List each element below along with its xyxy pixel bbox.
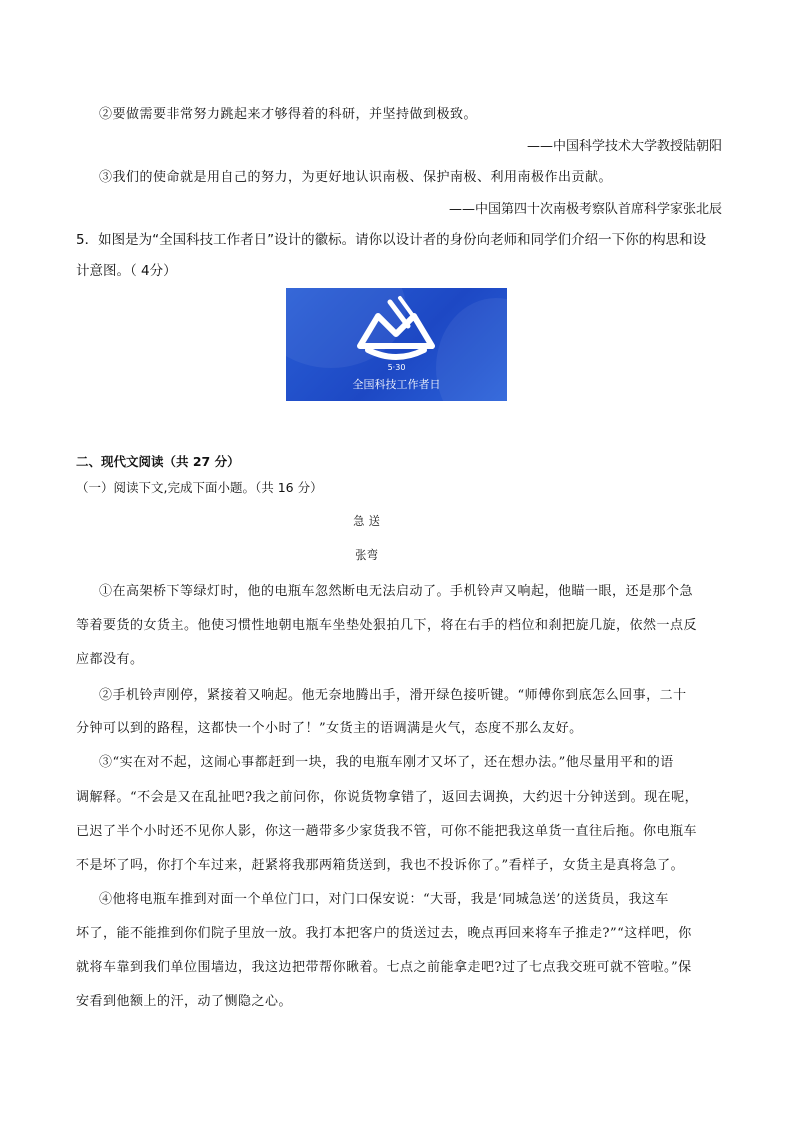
quote-2-author: ——中国科学技术大学教授陆朝阳: [526, 139, 722, 154]
quote-3-text: ③我们的使命就是用自己的努力，为更好地认识南极、保护南极、利用南极作出贡献。: [99, 170, 613, 185]
paragraph-1-line: ①在高架桥下等绿灯时，他的电瓶车忽然断电无法启动了。手机铃声又响起，他瞄一眼，还是那个急: [99, 584, 694, 599]
paragraph-4-line: 就将车靠到我们单位围墙边，我这边把带帮你瞅着。七点之前能拿走吧?过了七点我交班可就不管啦。”保: [76, 960, 692, 975]
logo-date: 5·30: [387, 363, 406, 372]
paragraph-4-line: 安看到他额上的汗，动了恻隐之心。: [76, 994, 293, 1009]
story-title: 急 送: [353, 514, 381, 528]
paragraph-3-line: 调解释。“不会是又在乱扯吧?我之前问你，你说货物拿错了，返回去调换，大约迟十分钟送到。现在呢，: [76, 790, 699, 805]
section-2-heading: 二、现代文阅读（共 27 分）: [76, 454, 240, 469]
paragraph-1-line: 等着要货的女货主。他使习惯性地朝电瓶车坐垫处狠拍几下，将在右手的档位和刹把旋几旋，依然一点反: [76, 618, 698, 633]
paragraph-1-line: 应都没有。: [76, 652, 144, 667]
paragraph-4-line: ④他将电瓶车推到对面一个单位门口，对门口保安说：“大哥，我是‘同城急送’的送货员，我这车: [99, 892, 669, 907]
science-worker-day-logo: [286, 288, 507, 401]
quote-3-author: ——中国第四十次南极考察队首席科学家张北辰: [448, 202, 722, 217]
paragraph-2-line: ②手机铃声刚停，紧接着又响起。他无奈地腾出手，滑开绿色接听键。“师傅你到底怎么回事，二十: [99, 688, 687, 703]
question-5-line-1: 5．如图是为“全国科技工作者日”设计的徽标。请你以设计者的身份向老师和同学们介绍一下你的构思和设: [76, 232, 707, 248]
logo-caption: 全国科技工作者日: [352, 378, 441, 391]
paragraph-3-line: ③“实在对不起，这闹心事都赶到一块，我的电瓶车刚才又坏了，还在想办法。”他尽量用平和的语: [99, 755, 674, 770]
story-author: 张弯: [355, 548, 379, 562]
question-5-line-2: 计意图。（ 4分）: [76, 263, 177, 279]
section-2-subheading: （一）阅读下文,完成下面小题。（共 16 分）: [76, 480, 323, 495]
paragraph-2-line: 分钟可以到的路程，这都快一个小时了！”女货主的语调满是火气，态度不那么友好。: [76, 721, 583, 736]
quote-2-text: ②要做需要非常努力跳起来才够得着的科研，并坚持做到极致。: [99, 107, 478, 122]
paragraph-4-line: 坏了，能不能推到你们院子里放一放。我打本把客户的货送过去，晚点再回来将车子推走?”“这样吧，你: [76, 926, 692, 941]
paragraph-3-line: 不是坏了吗，你打个车过来，赶紧将我那两箱货送到，我也不投诉你了。”看样子，女货主是真将急了。: [76, 858, 685, 873]
paragraph-3-line: 已迟了半个小时还不见你人影，你这一趟带多少家货我不管，可你不能把我这单货一直往后拖。你电瓶车: [76, 824, 698, 839]
